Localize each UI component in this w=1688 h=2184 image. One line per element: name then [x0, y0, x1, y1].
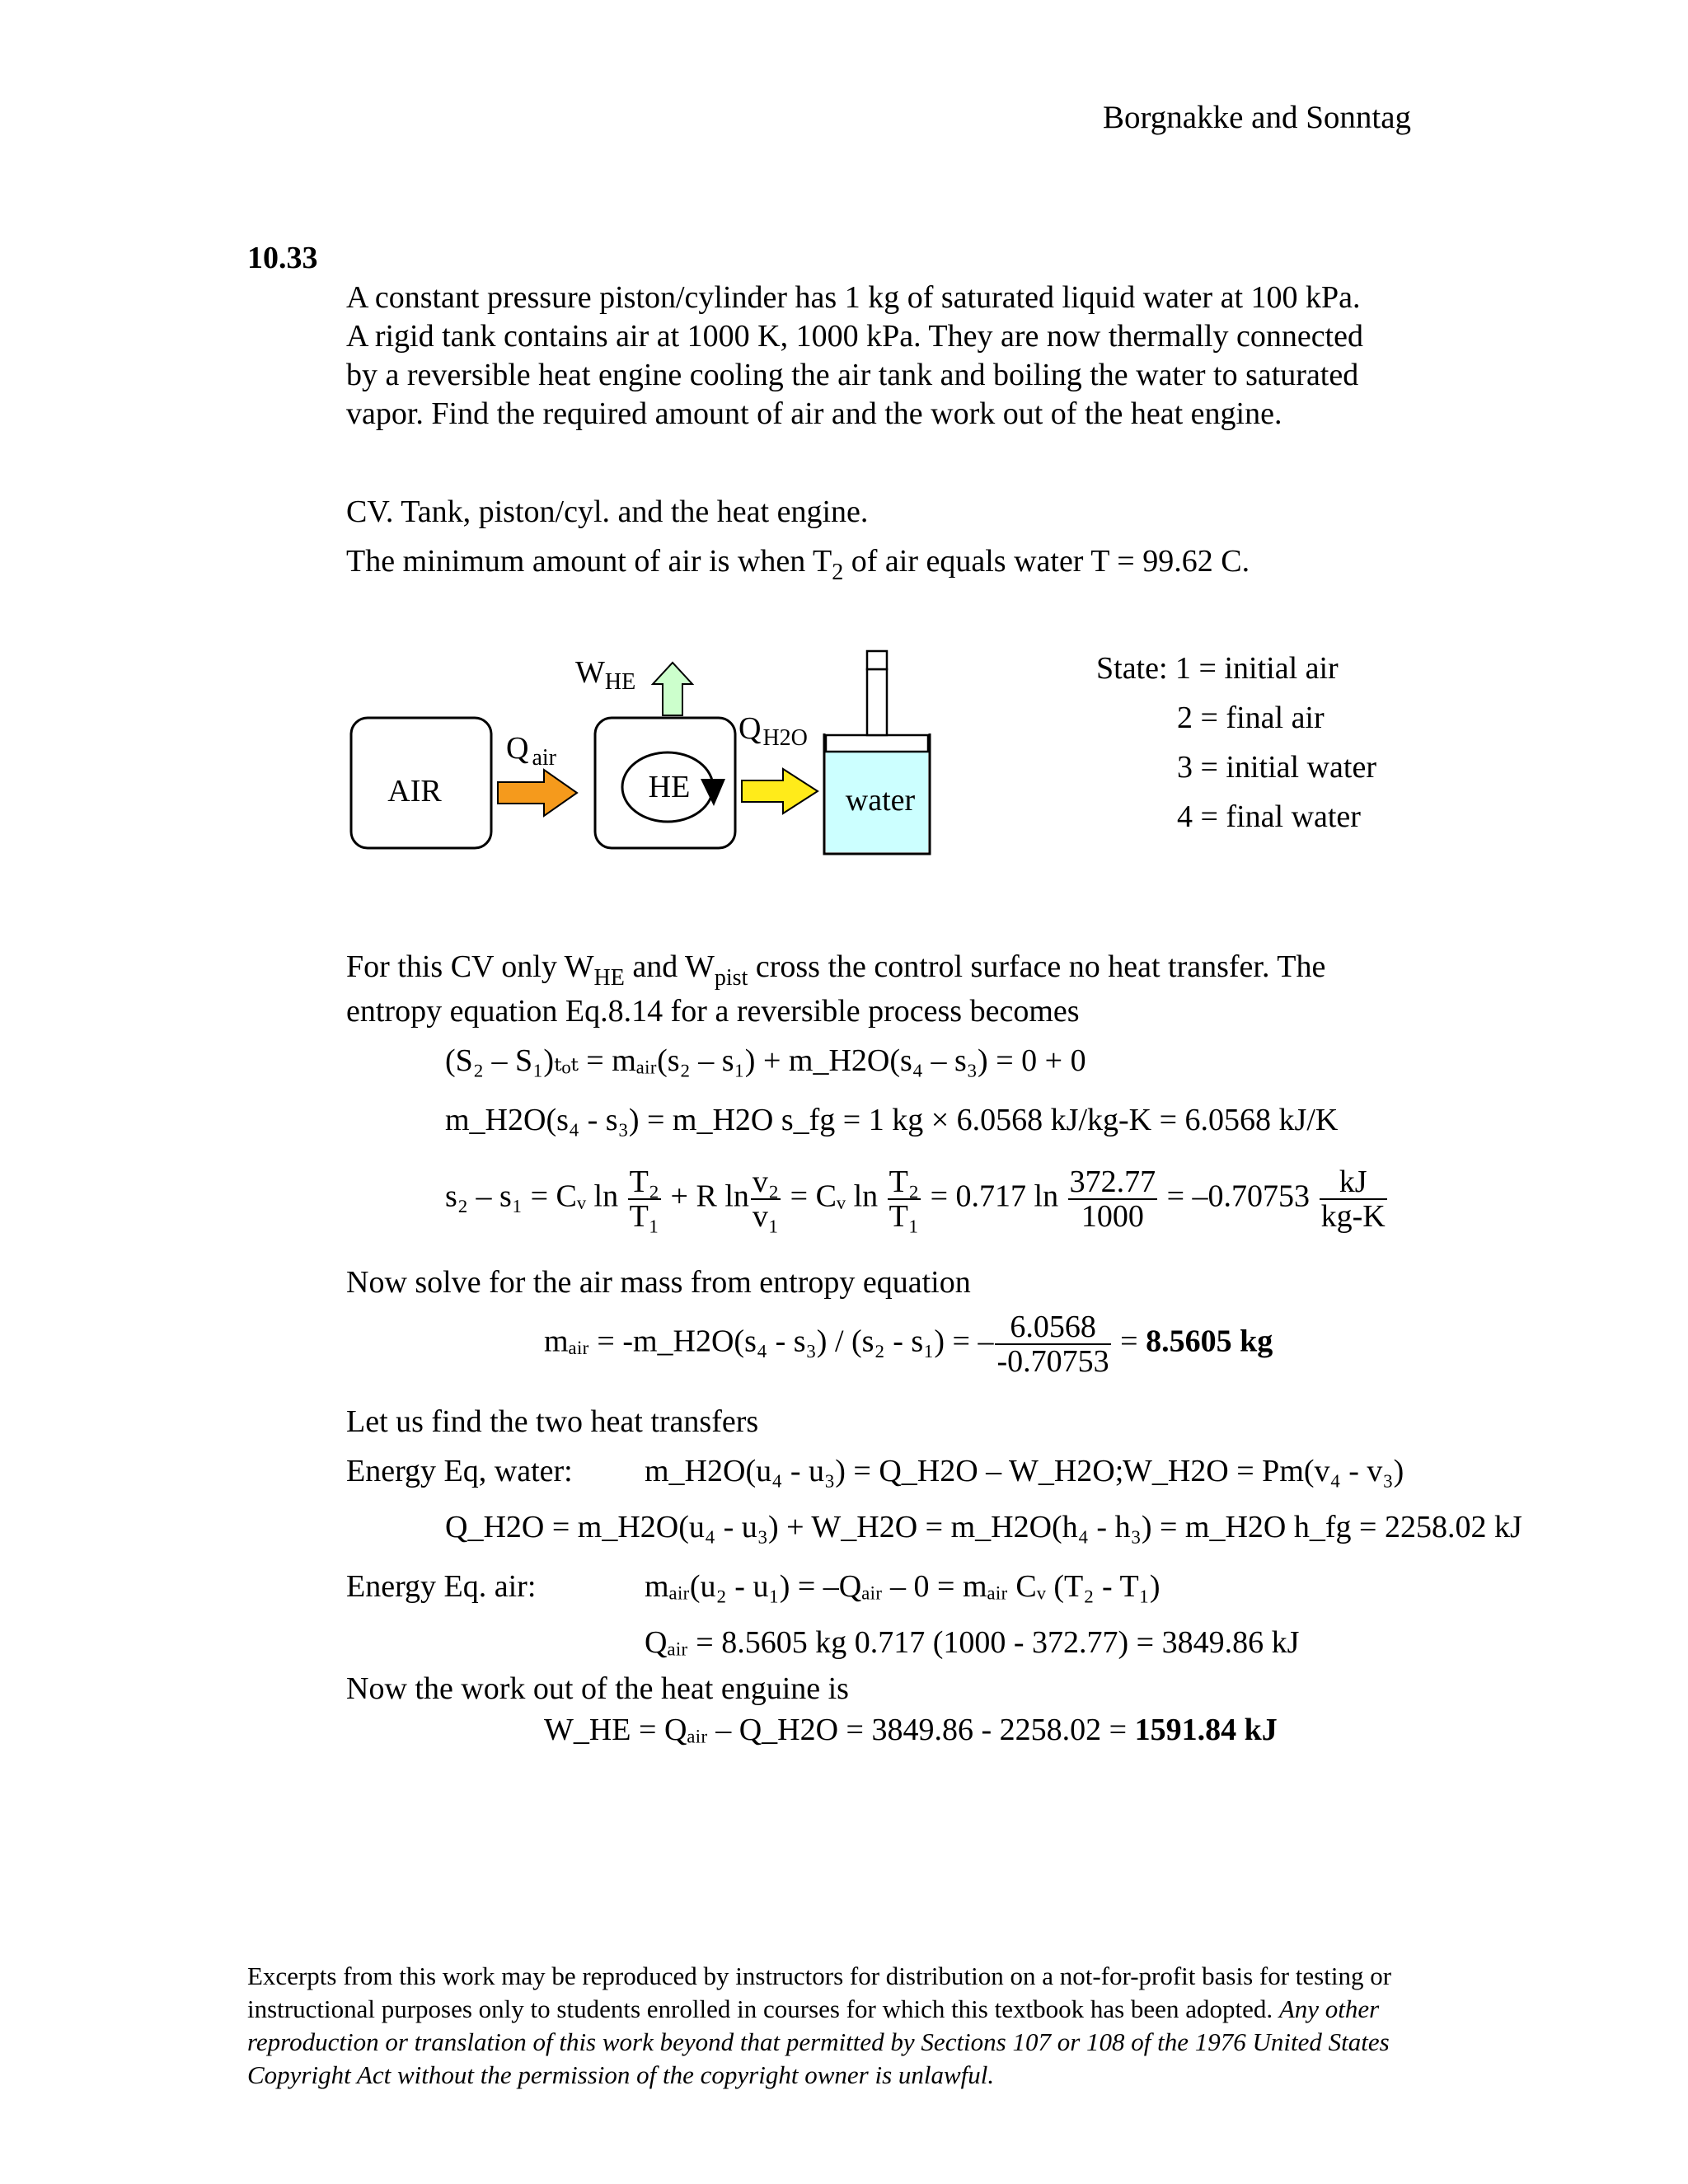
- piston-plate: [826, 735, 928, 752]
- q-h2o-arrow: [742, 769, 818, 813]
- problem-number: 10.33: [247, 241, 318, 275]
- state-1: State: 1 = initial air: [1096, 651, 1339, 686]
- fraction-air-mass: $\frac{6.0568}{-0.70753}$: [996, 1310, 1109, 1379]
- q-h2o-label: $Q_{H2O}$: [738, 711, 808, 751]
- energy-water-label: Energy Eq, water:: [346, 1454, 573, 1488]
- w-he-arrow: [653, 663, 692, 715]
- min-air-sub: 2: [832, 560, 844, 585]
- heat-engine-diagram: [346, 363, 1418, 874]
- piston-rod-top: [867, 651, 887, 669]
- problem-line-2: A rigid tank contains air at 1000 K, 1000 kPa. They are now thermally connected: [346, 319, 1363, 354]
- entropy-intro-line-1: For this CV only $W_{HE}$ and $W_{pist}$ cross the control surface no heat transfer. The: [346, 949, 1326, 991]
- footer-italic-text: Any other reproduction or translation of this work beyond that permitted by Sections 107 or 108 of the 1976 United States Copyright Act without the permission of the copyright owner is unlawful.: [247, 1994, 1390, 2089]
- min-air-text-a: The minimum amount of air is when T: [346, 544, 832, 579]
- fraction-kj-kgk: $\frac{kJ}{kg-K}$: [1320, 1165, 1386, 1234]
- energy-air-equation: mₐᵢᵣ(u₂ - u₁) = –Qₐᵢᵣ – 0 = mₐᵢᵣ Cᵥ (T₂ - T₁): [645, 1569, 1160, 1604]
- q-h2o-equation: Q_H2O = m_H2O(u₄ - u₃) + W_H2O = m_H2O(h₄ - h₃) = m_H2O h_fg = 2258.02 kJ: [445, 1510, 1522, 1544]
- air-tank-label: AIR: [387, 774, 442, 808]
- state-2: 2 = final air: [1177, 701, 1325, 735]
- copyright-footer: [247, 1960, 1426, 2092]
- q-air-equation: Qₐᵢᵣ = 8.5605 kg 0.717 (1000 - 372.77) = 3849.86 kJ: [645, 1625, 1300, 1660]
- air-mass-equation: mₐᵢᵣ = -m_H2O(s₄ - s₃) / (s₂ - s₁) = – $\frac{6.0568}{-0.70753}$ = 8.5605 kg: [544, 1310, 1273, 1379]
- fraction-v2-v1: $\frac{\text{v₂}}{\text{v₁}}$: [752, 1165, 780, 1234]
- water-work-equation: W_H2O = Pm(v₄ - v₃): [1123, 1454, 1404, 1488]
- entropy-equation-total: (S₂ – S₁)ₜₒₜ = mₐᵢᵣ(s₂ – s₁) + m_H2O(s₄ – s₃) = 0 + 0: [445, 1043, 1086, 1078]
- energy-air-label: Energy Eq. air:: [346, 1569, 537, 1604]
- work-result: 1591.84 kJ: [1134, 1713, 1278, 1747]
- w-he-label: $W_{HE}$: [575, 655, 636, 695]
- entropy-equation-water: m_H2O(s₄ - s₃) = m_H2O s_fg = 1 kg × 6.0568 kJ/kg-K = 6.0568 kJ/K: [445, 1103, 1339, 1137]
- work-intro: Now the work out of the heat enguine is: [346, 1671, 849, 1706]
- entropy-intro-line-2: entropy equation Eq.8.14 for a reversible process becomes: [346, 994, 1080, 1029]
- heat-intro: Let us find the two heat transfers: [346, 1404, 759, 1439]
- problem-line-3: by a reversible heat engine cooling the air tank and boiling the water to saturated: [346, 358, 1359, 392]
- air-mass-intro: Now solve for the air mass from entropy equation: [346, 1265, 971, 1300]
- problem-line-1: A constant pressure piston/cylinder has 1 kg of saturated liquid water at 100 kPa.: [346, 280, 1361, 315]
- he-label: HE: [648, 770, 691, 804]
- entropy-equation-air: s₂ – s₁ = Cᵥ ln $\frac{\text{T₂}}{\text{T₁}}$ + R ln $\frac{\text{v₂}}{\text{v₁}}$ = Cᵥ ln $\frac{\text{T₂}}{\text{T₁}}$ = 0.717 ln $\frac{372.77}{1000}$ = –0.70753 $\frac{kJ}{kg-K}$: [445, 1165, 1386, 1234]
- air-mass-result: 8.5605 kg: [1146, 1324, 1273, 1359]
- q-air-label: Q $_{air}$: [506, 731, 556, 771]
- state-4: 4 = final water: [1177, 799, 1361, 834]
- footer-normal-text: Excerpts from this work may be reproduced by instructors for distribution on a not-for-profit basis for testing or instructional purposes only to students enrolled in courses for which this textbook has been adopted.: [247, 1961, 1392, 2023]
- fraction-t2-t1-b: $\frac{\text{T₂}}{\text{T₁}}$: [889, 1165, 920, 1234]
- piston-rod: [867, 669, 887, 735]
- q-air-arrow: [498, 770, 577, 816]
- min-air-text-b: of air equals water T = 99.62 C.: [843, 544, 1250, 579]
- state-3: 3 = initial water: [1177, 750, 1376, 785]
- fraction-372-1000: $\frac{372.77}{1000}$: [1069, 1165, 1156, 1234]
- energy-water-equation: m_H2O(u₄ - u₃) = Q_H2O – W_H2O;: [645, 1454, 1124, 1488]
- cv-line: CV. Tank, piston/cyl. and the heat engine.: [346, 494, 869, 529]
- fraction-t2-t1: $\frac{\text{T₂}}{\text{T₁}}$: [629, 1165, 660, 1234]
- work-equation: W_HE = Qₐᵢᵣ – Q_H2O = 3849.86 - 2258.02 = 1591.84 kJ: [544, 1713, 1278, 1747]
- header-authors: Borgnakke and Sonntag: [1103, 100, 1412, 135]
- water-label: water: [845, 783, 916, 818]
- problem-line-4: vapor. Find the required amount of air and the work out of the heat engine.: [346, 396, 1282, 431]
